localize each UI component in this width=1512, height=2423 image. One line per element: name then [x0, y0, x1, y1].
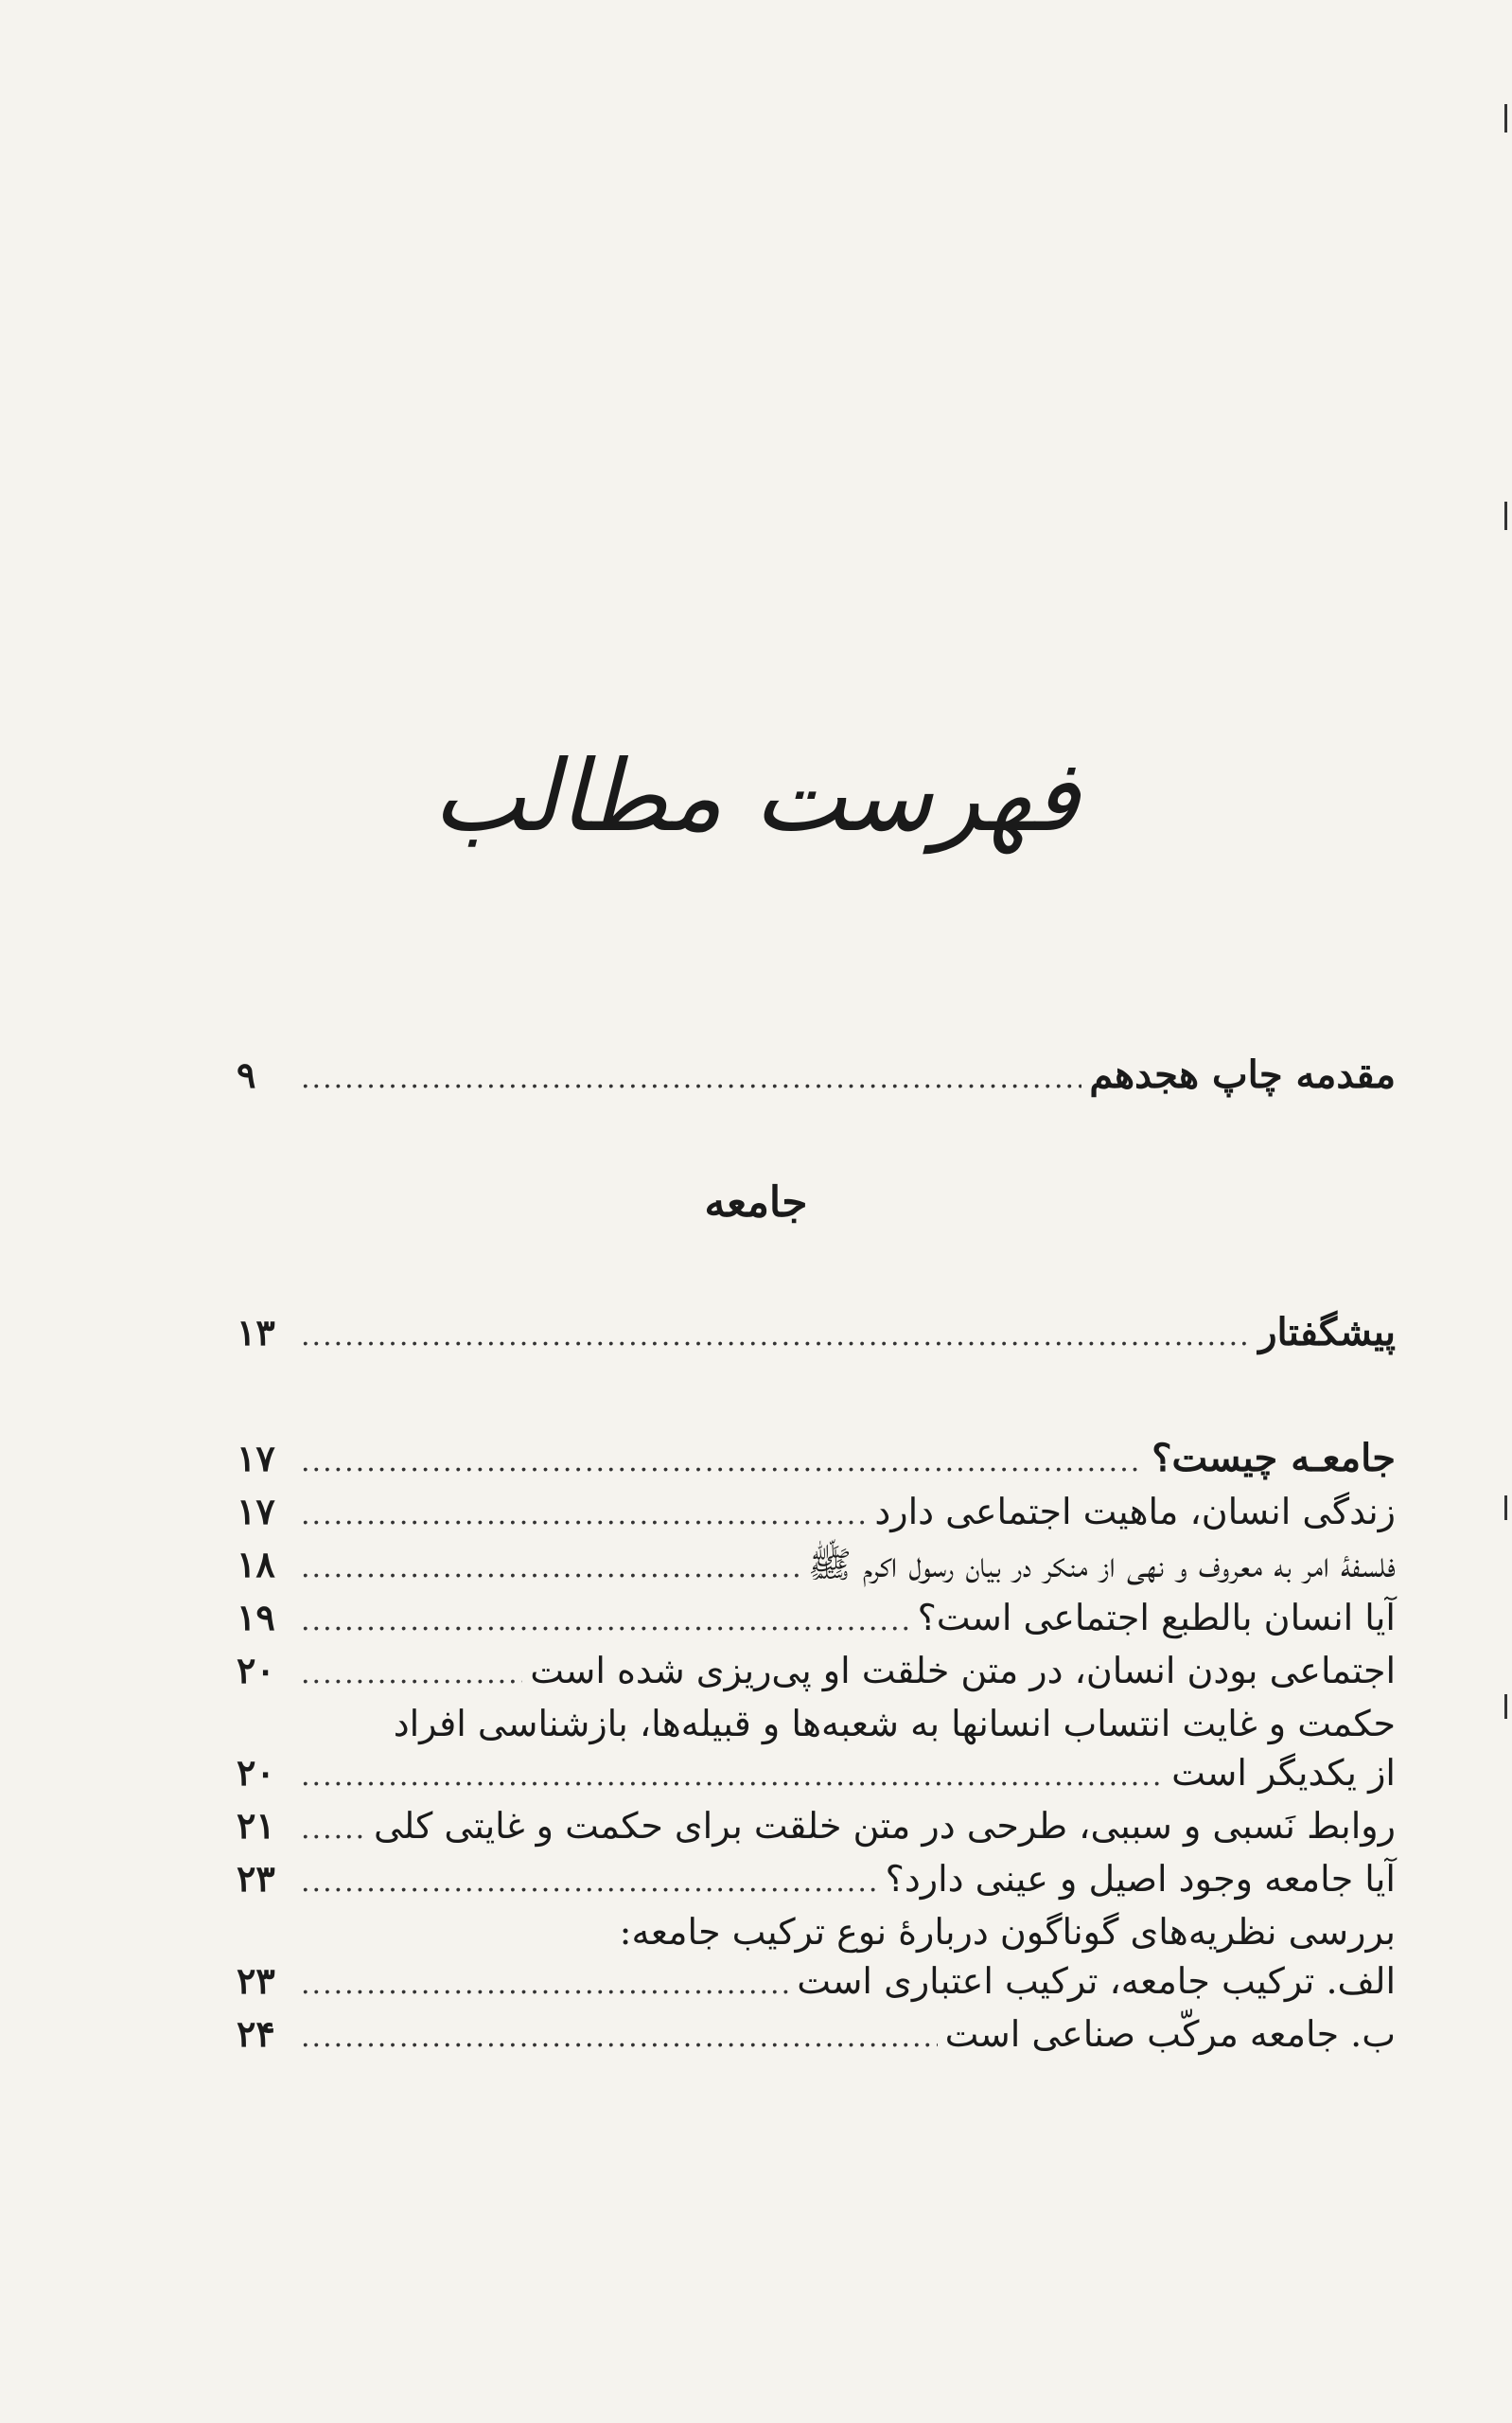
toc-entry-page: ۲۴: [237, 2012, 275, 2055]
toc-entry-continued: [237, 1699, 1396, 1748]
toc-entry-title: ب. جامعه مرکّب صناعی است: [944, 2013, 1396, 2055]
dot-leader: [301, 1960, 789, 2009]
toc-entry-page: ۱۹: [237, 1596, 275, 1638]
toc-entry-title: از یکدیگر است: [1171, 1752, 1396, 1794]
toc-entry: [237, 1748, 1396, 1801]
dot-leader: [301, 1650, 522, 1699]
toc-entry-page: ۱۷: [237, 1490, 275, 1532]
dot-leader: [301, 1438, 1144, 1487]
toc-entry-title: آیا جامعه وجود اصیل و عینی دارد؟: [885, 1858, 1396, 1900]
toc-entry-title: الف. ترکیب جامعه، ترکیب اعتباری است: [797, 1960, 1396, 2002]
toc-entry-title: مقدمه چاپ هجدهم: [1089, 1052, 1396, 1097]
toc-entry: [237, 1593, 1396, 1646]
toc-entry-page: ۲۰: [237, 1751, 275, 1794]
toc-entry: [237, 2009, 1396, 2062]
toc-entry: [237, 1540, 1396, 1593]
toc-entry-title: فلسفهٔ امر به معروف و نهی از منکر در بیان رسول اکرم ﷺ: [808, 1544, 1396, 1585]
toc-entry-page: ۱۸: [237, 1543, 275, 1585]
toc-entry-title: زندگی انسان، ماهیت اجتماعی دارد: [874, 1491, 1396, 1532]
toc-entry: [237, 1487, 1396, 1540]
toc-entry-title: پیشگفتار: [1258, 1310, 1396, 1354]
toc-entry: [237, 1801, 1396, 1854]
toc-entry: [237, 1434, 1396, 1487]
toc-entry-page: ۱۳: [237, 1311, 275, 1353]
dot-leader: [301, 1752, 1164, 1801]
dot-leader: [301, 2013, 938, 2062]
toc-group-intro: [237, 1051, 1396, 1104]
toc-entry-title: روابط نَسبی و سببی، طرحی در متن خلقت برای حکمت و غایتی کلی: [374, 1805, 1396, 1847]
toc-entry: [237, 1854, 1396, 1907]
toc-entry-page: ۲۳: [237, 1857, 275, 1900]
dot-leader: [301, 1544, 800, 1593]
scan-edge-mark: [1504, 1495, 1507, 1520]
dot-leader: [301, 1054, 1081, 1104]
toc-entry-page: ۲۰: [237, 1649, 275, 1691]
scan-edge-mark: [1504, 104, 1507, 133]
toc-entry-title: حکمت و غایت انتساب انسانها به شعبه‌ها و قبیله‌ها، بازشناسی افراد: [393, 1703, 1396, 1744]
toc-group-preface: [237, 1308, 1396, 1361]
toc-entry: [237, 1308, 1396, 1361]
section-heading: جامعه: [704, 1178, 808, 1227]
toc-group-main: [237, 1434, 1396, 2062]
toc-entry-title: جامعـه چیست؟: [1152, 1436, 1396, 1480]
toc-entry: [237, 1051, 1396, 1104]
toc-entry-title: بررسی نظریه‌های گوناگون دربارهٔ نوع ترکیب جامعه:: [619, 1911, 1396, 1953]
dot-leader: [301, 1805, 366, 1854]
page-title: فهرست مطالب: [432, 738, 1080, 854]
toc-entry-title: آیا انسان بالطبع اجتماعی است؟: [917, 1597, 1396, 1638]
dot-leader: [301, 1312, 1251, 1361]
dot-leader: [301, 1491, 867, 1540]
scan-edge-mark: [1504, 502, 1507, 530]
dot-leader: [301, 1597, 910, 1646]
toc-entry: [237, 1646, 1396, 1699]
dot-leader: [301, 1858, 878, 1907]
scan-edge-mark: [1504, 1694, 1507, 1719]
toc-entry-page: ۲۱: [237, 1804, 275, 1847]
toc-entry-page: ۲۳: [237, 1959, 275, 2002]
toc-entry-page: ۹: [237, 1053, 256, 1096]
toc-entry: [237, 1956, 1396, 2009]
toc-subheading: [237, 1907, 1396, 1956]
toc-entry-title: اجتماعی بودن انسان، در متن خلقت او پی‌ریزی شده است: [530, 1650, 1396, 1691]
toc-entry-page: ۱۷: [237, 1437, 275, 1479]
